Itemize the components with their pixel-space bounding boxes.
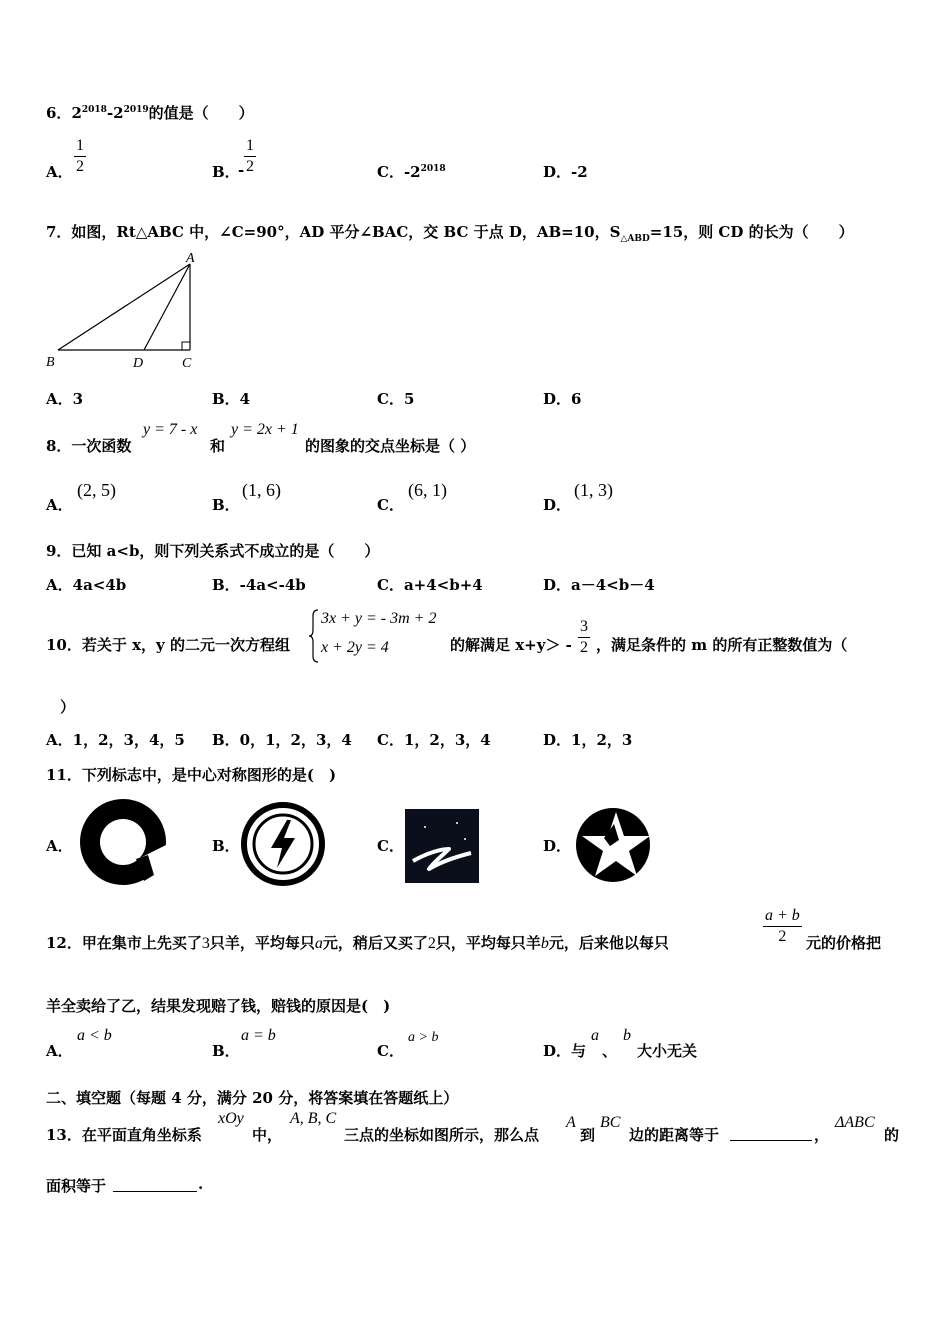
q12-option-b-value: a = b [241, 1027, 276, 1044]
q6-option-a-label: A． [46, 163, 73, 181]
q6-option-b-label: B． [212, 163, 240, 181]
q11-logo-d-star-icon [574, 806, 652, 884]
q8-option-a-value: (2, 5) [77, 480, 116, 500]
q6-option-d: D．-2 [543, 163, 588, 181]
q7-stem: 7．如图，Rt△ABC 中，∠C=90°，AD 平分∠BAC，交 BC 于点 D，AB=10，$S_{\triangle ABD}=15$，则 CD 的长为（ ） [46, 223, 854, 244]
q13-coord-system: xOy [218, 1110, 244, 1127]
q12-option-c-value: a > b [408, 1030, 439, 1045]
q8-func2: y = 2x + 1 [231, 421, 299, 438]
q10-fraction: $\frac{3}{2}$ [580, 618, 588, 656]
q13-s4: 到 [580, 1126, 596, 1144]
q13-s2: 中， [252, 1126, 283, 1144]
label-b: B [46, 355, 55, 370]
q6-option-c: C．$-2^{2018}$ [377, 163, 446, 181]
q12-option-d-post: 大小无关 [637, 1042, 698, 1060]
segment-ad [144, 264, 190, 350]
q6-stem: 6．$2^{2018}-2^{2019}$的值是（ ） [46, 104, 254, 122]
q10-equation-1: 3x + y = - 3m + 2 [321, 610, 437, 627]
q13-comma: ， [814, 1126, 830, 1144]
q6-option-b-sign: - [238, 161, 245, 179]
q6-option-a-fraction: $\frac{1}{2}$ [76, 137, 84, 175]
q13-blank-1[interactable] [730, 1124, 812, 1145]
q13-blank-2[interactable] [113, 1175, 197, 1196]
q8-option-c-value: (6, 1) [408, 480, 447, 500]
q7-option-c: C．5 [377, 390, 415, 408]
q8-option-d-value: (1, 3) [574, 480, 613, 500]
q8-conj: 和 [210, 437, 226, 455]
q13-line2: 面积等于 [46, 1177, 107, 1195]
q13-side-bc: BC [600, 1114, 621, 1131]
q8-option-b-value: (1, 6) [242, 480, 281, 500]
right-angle-mark [182, 342, 190, 350]
q12-option-a-value: a < b [77, 1027, 112, 1044]
q8-stem-post: 的图象的交点坐标是（ ） [305, 437, 476, 455]
label-a: A [186, 251, 195, 266]
q8-option-d-label: D． [543, 496, 572, 514]
q12-stem-line2: 羊全卖给了乙，结果发现赔了钱，赔钱的原因是( ) [46, 997, 391, 1015]
q7-option-b: B．4 [212, 390, 251, 408]
q12-option-d: D．与 [543, 1042, 587, 1060]
q12-option-b-label: B． [212, 1042, 240, 1060]
q12-stem: 12．甲在集市上先买了3只羊，平均每只a元，稍后又买了2只，平均每只羊b元，后来他以每只 [46, 934, 669, 952]
q12-option-d-b: b [623, 1027, 631, 1044]
q8-func1: y = 7 - x [143, 421, 198, 438]
q10-option-c: C．1，2，3，4 [377, 731, 491, 749]
q7-triangle-figure [44, 250, 204, 372]
q11-logo-c-icon [405, 809, 479, 883]
q10-stem-mid: 的解满足 x+y＞ - [450, 636, 572, 654]
q12-option-a-label: A． [46, 1042, 73, 1060]
q11-logo-a-icon [78, 797, 168, 887]
q11-option-a-label: A． [46, 837, 73, 855]
q11-logo-b-lightning-icon [241, 802, 325, 886]
q13-point-a: A [566, 1114, 576, 1131]
section-2-title: 二、填空题（每题 4 分，满分 20 分，将答案填在答题纸上） [46, 1089, 459, 1107]
label-c: C [182, 356, 192, 371]
q11-option-b-label: B． [212, 837, 240, 855]
q10-option-d: D．1，2，3 [543, 731, 633, 749]
q10-option-a: A．1，2，3，4，5 [46, 731, 185, 749]
label-d: D [133, 356, 144, 371]
q9-stem: 9．已知 a<b，则下列关系式不成立的是（ ） [46, 542, 380, 560]
q13-s6: 的 [884, 1126, 900, 1144]
q12-stem-end: 元的价格把 [806, 934, 882, 952]
q13-stem-pre: 13．在平面直角坐标系 [46, 1126, 202, 1144]
q10-equation-2: x + 2y = 4 [321, 639, 389, 656]
q12-price-fraction: $\frac{a + b}{2}$ [765, 907, 800, 945]
q13-points: A, B, C [290, 1110, 337, 1127]
q10-option-b: B．0，1，2，3，4 [212, 731, 352, 749]
q13-s5: 边的距离等于 [629, 1126, 720, 1144]
q8-option-c-label: C． [377, 496, 404, 514]
q10-stem-close: ） [60, 698, 76, 716]
q9-option-d: D．a－4<b－4 [543, 576, 655, 594]
q11-stem: 11．下列标志中，是中心对称图形的是( ) [46, 766, 337, 784]
segment-ab [58, 264, 190, 350]
q8-option-b-label: B． [212, 496, 240, 514]
q12-option-d-a: a [591, 1027, 599, 1044]
q9-option-b: B．-4a<-4b [212, 576, 306, 594]
q8-stem-pre: 8．一次函数 [46, 437, 132, 455]
q11-option-c-label: C． [377, 837, 404, 855]
q10-brace [308, 608, 320, 664]
q13-triangle: ΔABC [835, 1114, 875, 1131]
q10-stem-post: ，满足条件的 m 的所有正整数值为（ [596, 636, 848, 654]
q8-option-a-label: A． [46, 496, 73, 514]
q9-option-a: A．4a<4b [46, 576, 127, 594]
q9-option-c: C．a+4<b+4 [377, 576, 483, 594]
q11-option-d-label: D． [543, 837, 572, 855]
q7-option-d: D．6 [543, 390, 582, 408]
q12-option-c-label: C． [377, 1042, 404, 1060]
q7-option-a: A．3 [46, 390, 84, 408]
q13-period: . [198, 1175, 204, 1193]
q12-option-d-sep: 、 [602, 1042, 618, 1060]
q10-stem-pre: 10．若关于 x，y 的二元一次方程组 [46, 636, 290, 654]
q13-s3: 三点的坐标如图所示，那么点 [344, 1126, 540, 1144]
q6-option-b-fraction: $\frac{1}{2}$ [246, 137, 254, 175]
